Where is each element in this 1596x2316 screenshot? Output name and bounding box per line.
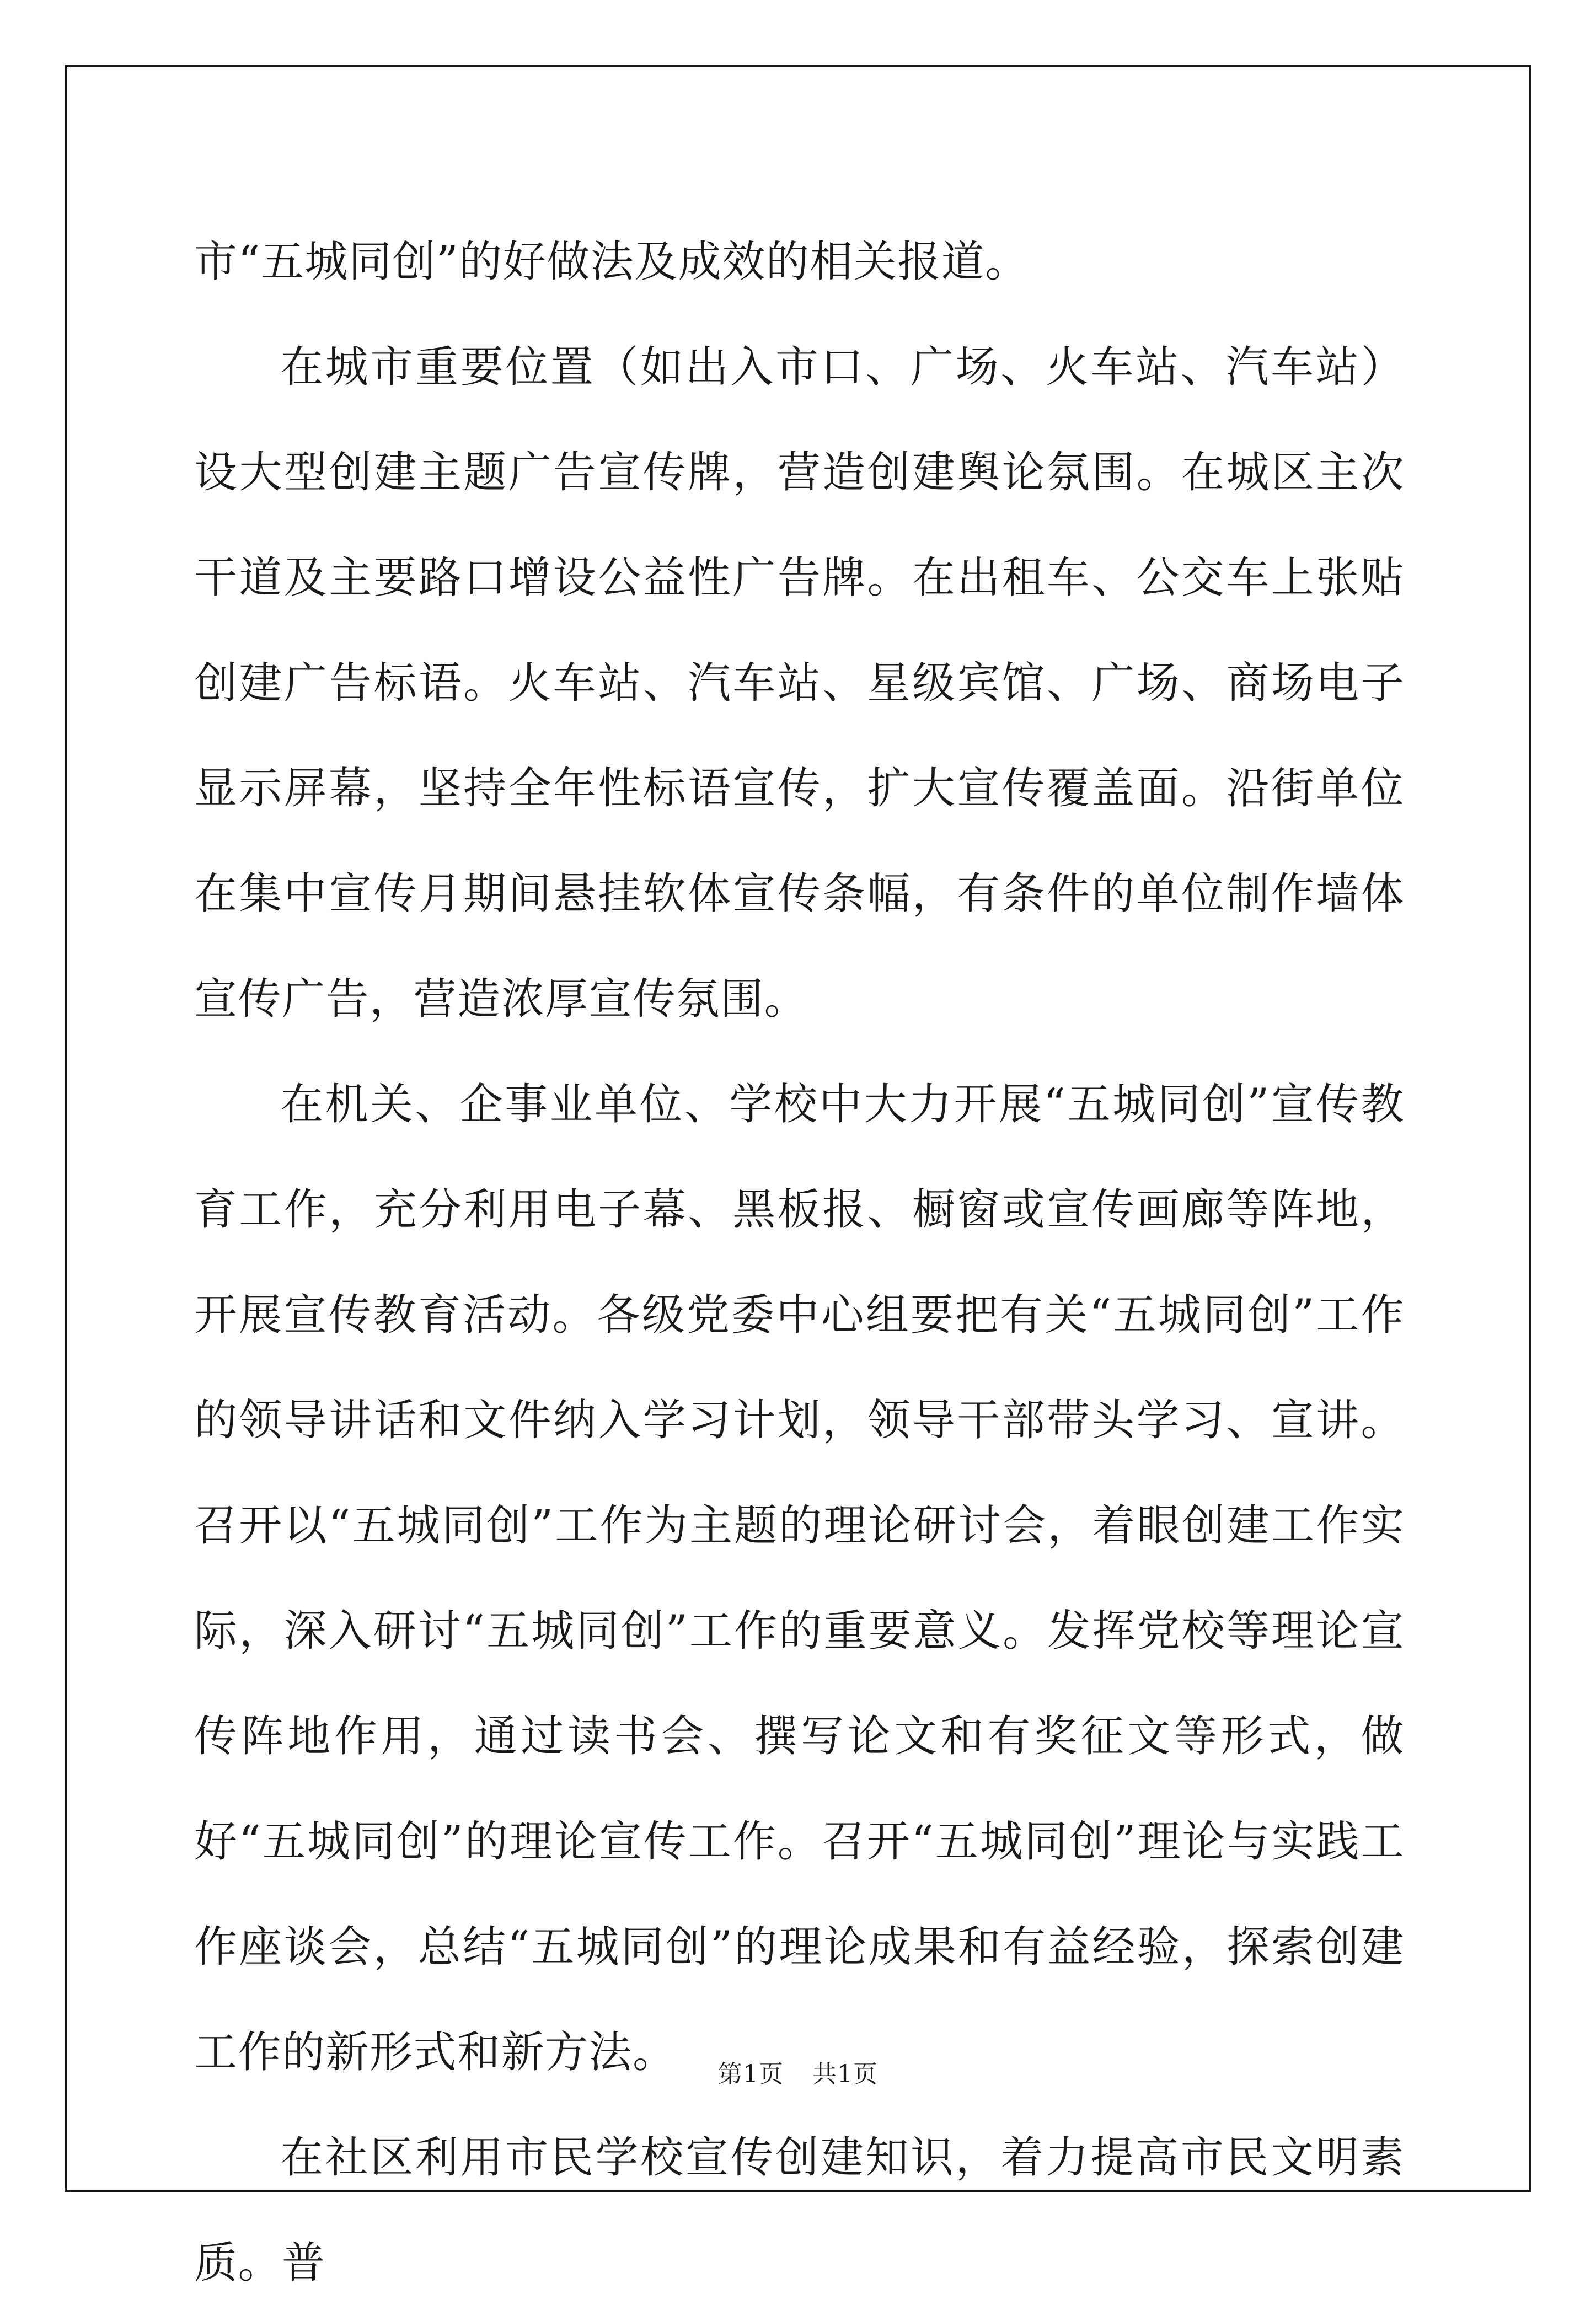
page-number-current: 第1页 (718, 2060, 784, 2088)
document-body (194, 210, 1405, 2316)
paragraph-2: 在城市重要位置（如出入市口、广场、火车站、汽车站）设大型创建主题广告宣传牌，营造创建舆论氛围。在城区主次干道及主要路口增设公益性广告牌。在出租车、公交车上张贴创建广告标语。火车站、汽车站、星级宾馆、广场、商场电子显示屏幕，坚持全年性标语宣传，扩大宣传覆盖面。沿街单位在集中宣传月期间悬挂软体宣传条幅，有条件的单位制作墙体宣传广告，营造浓厚宣传氛围。 (194, 342, 1405, 1024)
paragraph-4: 在社区利用市民学校宣传创建知识，着力提高市民文明素质。普 (194, 2133, 1405, 2288)
page-footer (0, 2054, 1596, 2089)
page-number-total: 共1页 (812, 2060, 878, 2088)
paragraph-3: 在机关、企事业单位、学校中大力开展“五城同创”宣传教育工作，充分利用电子幕、黑板报、橱窗或宣传画廊等阵地，开展宣传教育活动。各级党委中心组要把有关“五城同创”工作的领导讲话和文件纳入学习计划，领导干部带头学习、宣讲。召开以“五城同创”工作为主题的理论研讨会，着眼创建工作实际，深入研讨“五城同创”工作的重要意义。发挥党校等理论宣传阵地作用，通过读书会、撰写论文和有奖征文等形式，做好“五城同创”的理论宣传工作。召开“五城同创”理论与实践工作座谈会，总结“五城同创”的理论成果和有益经验，探索创建工作的新形式和新方法。 (194, 1080, 1405, 2077)
paragraph-1: 市“五城同创”的好做法及成效的相关报道。 (194, 237, 1029, 287)
